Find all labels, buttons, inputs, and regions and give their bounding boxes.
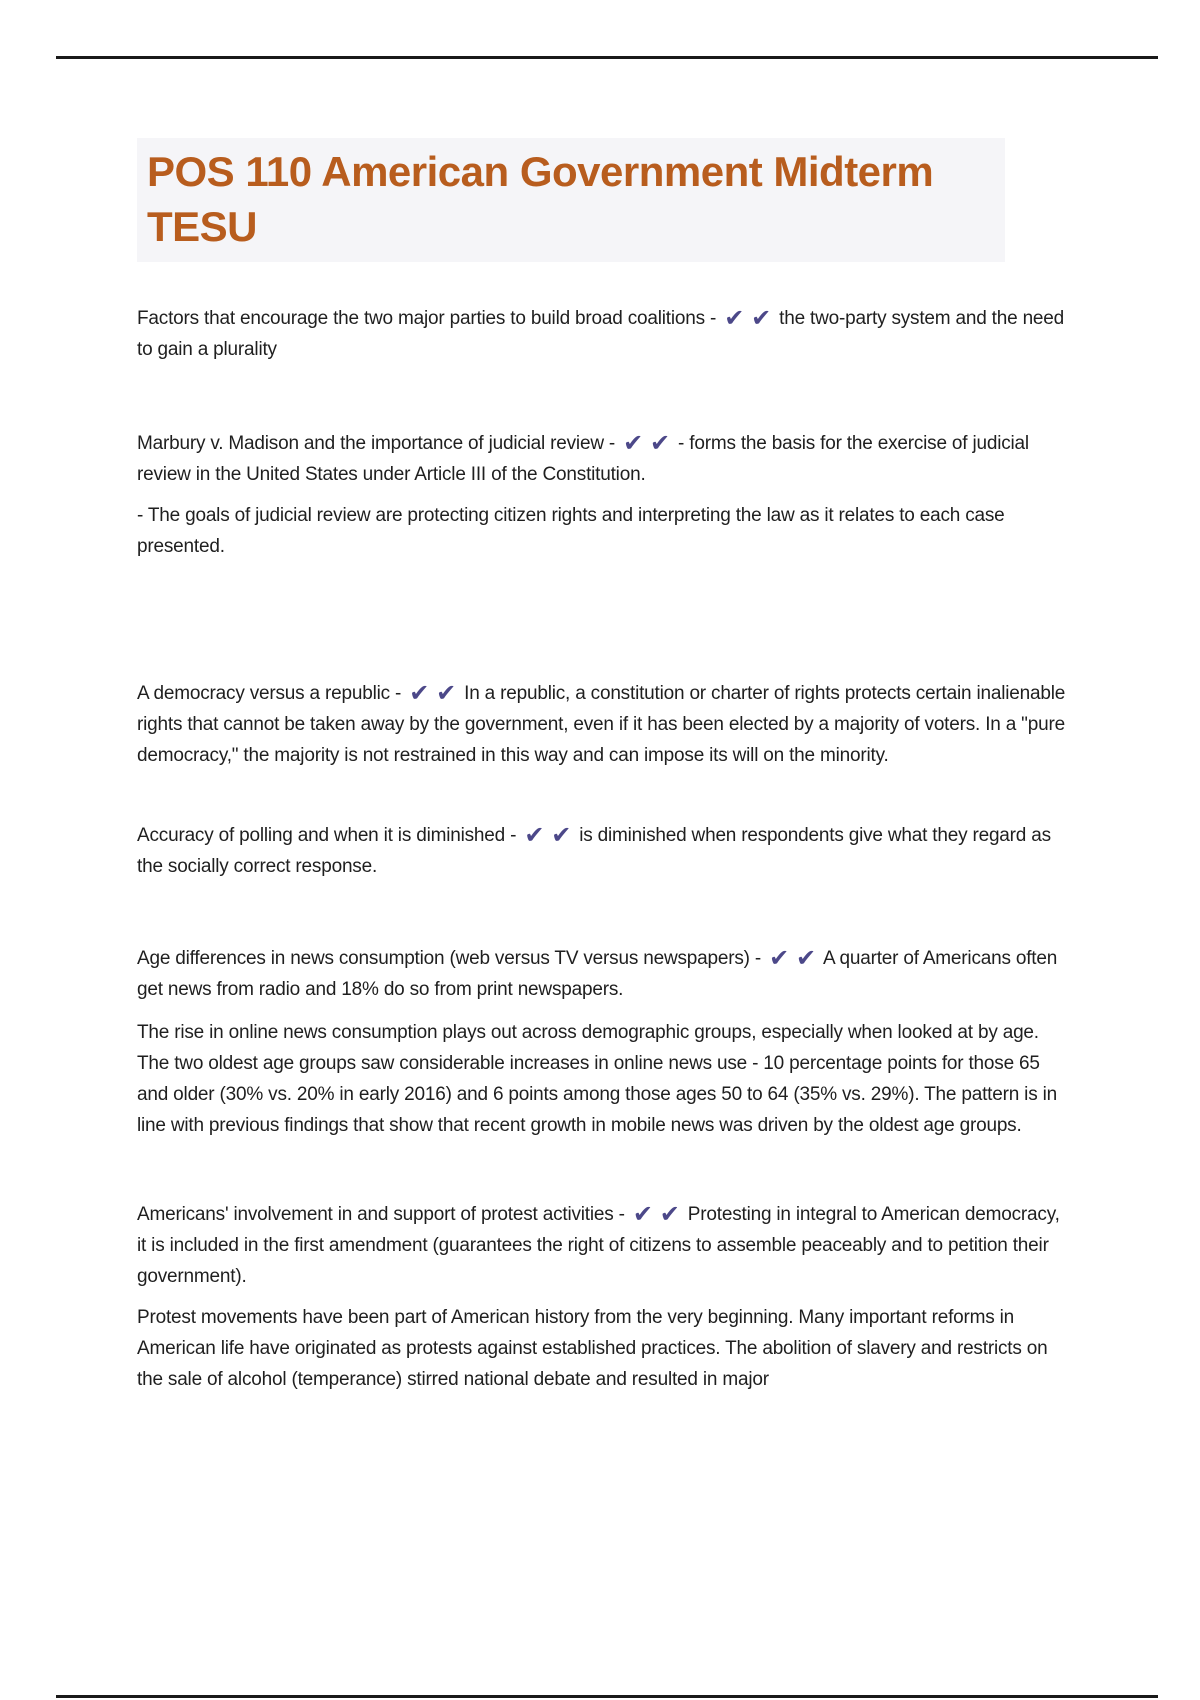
check-icon: ✔ xyxy=(632,1200,653,1228)
double-checkmark xyxy=(623,429,670,457)
qa-paragraph xyxy=(137,428,1069,490)
answer-text: Protesting in integral to American democracy, it is included in the first amendment (guarantees the right of citizens to assemble peaceably and to petition their government). xyxy=(137,1204,1060,1287)
check-icon: ✔ xyxy=(769,944,790,972)
double-checkmark xyxy=(409,679,456,707)
page-title: POS 110 American Government Midterm TESU xyxy=(147,148,934,250)
document-body xyxy=(137,257,1069,1395)
text-paragraph: The rise in online news consumption plays out across demographic groups, especially when looked at by age. The two oldest age groups saw considerable increases in online news use - 10 percentage points for those 65 and older (30% vs. 20% in early 2016) and 6 points among those ages 50 to 64 (35% vs. 29%). The pattern is in line with previous findings that show that recent growth in mobile news was driven by the oldest age groups. xyxy=(137,1022,1057,1136)
qa-paragraph xyxy=(137,820,1069,882)
answer-text: In a republic, a constitution or charter of rights protects certain inalienable rights that cannot be taken away by the government, even if it has been elected by a majority of voters. In a "pure democracy," the majority is not restrained in this way and can impose its will on the minority. xyxy=(137,683,1066,766)
text-paragraph: Protest movements have been part of American history from the very beginning. Many important reforms in American life have originated as protests against established practices. The abolition of slavery and restricts on the sale of alcohol (temperance) stirred national debate and resulted in major xyxy=(137,1307,1048,1390)
title-block xyxy=(137,138,1005,262)
question-text: Factors that encourage the two major parties to build broad coalitions - xyxy=(137,308,722,329)
check-icon: ✔ xyxy=(751,304,772,332)
double-checkmark xyxy=(633,1200,680,1228)
check-icon: ✔ xyxy=(623,429,644,457)
double-checkmark xyxy=(724,304,771,332)
top-rule xyxy=(56,56,1158,59)
answer-text: is diminished when respondents give what they regard as the socially correct response. xyxy=(137,825,1051,877)
check-icon: ✔ xyxy=(650,429,670,457)
question-text: Accuracy of polling and when it is diminished - xyxy=(137,825,522,846)
answer-text: A quarter of Americans often get news from radio and 18% do so from print newspapers. xyxy=(137,948,1058,1000)
check-icon: ✔ xyxy=(796,944,816,972)
check-icon: ✔ xyxy=(409,679,430,707)
answer-text: the two-party system and the need to gain a plurality xyxy=(137,308,1065,360)
double-checkmark xyxy=(769,944,816,972)
qa-paragraph xyxy=(137,678,1069,771)
text-paragraph: - The goals of judicial review are protecting citizen rights and interpreting the law as it relates to each case presented. xyxy=(137,505,1005,557)
qa-paragraph xyxy=(137,1199,1069,1292)
check-icon: ✔ xyxy=(551,821,572,849)
check-icon: ✔ xyxy=(724,304,745,332)
question-text: Marbury v. Madison and the importance of judicial review - xyxy=(137,433,621,454)
qa-paragraph xyxy=(137,303,1069,365)
bottom-rule xyxy=(56,1695,1158,1698)
question-text: Age differences in news consumption (web versus TV versus newspapers) - xyxy=(137,948,767,969)
question-text: A democracy versus a republic - xyxy=(137,683,407,704)
check-icon: ✔ xyxy=(524,821,545,849)
answer-text: - forms the basis for the exercise of judicial review in the United States under Article III of the Constitution. xyxy=(137,433,1029,485)
double-checkmark xyxy=(524,821,571,849)
qa-paragraph xyxy=(137,943,1069,1005)
question-text: Americans' involvement in and support of protest activities - xyxy=(137,1204,630,1225)
check-icon: ✔ xyxy=(659,1200,680,1228)
check-icon: ✔ xyxy=(436,679,457,707)
